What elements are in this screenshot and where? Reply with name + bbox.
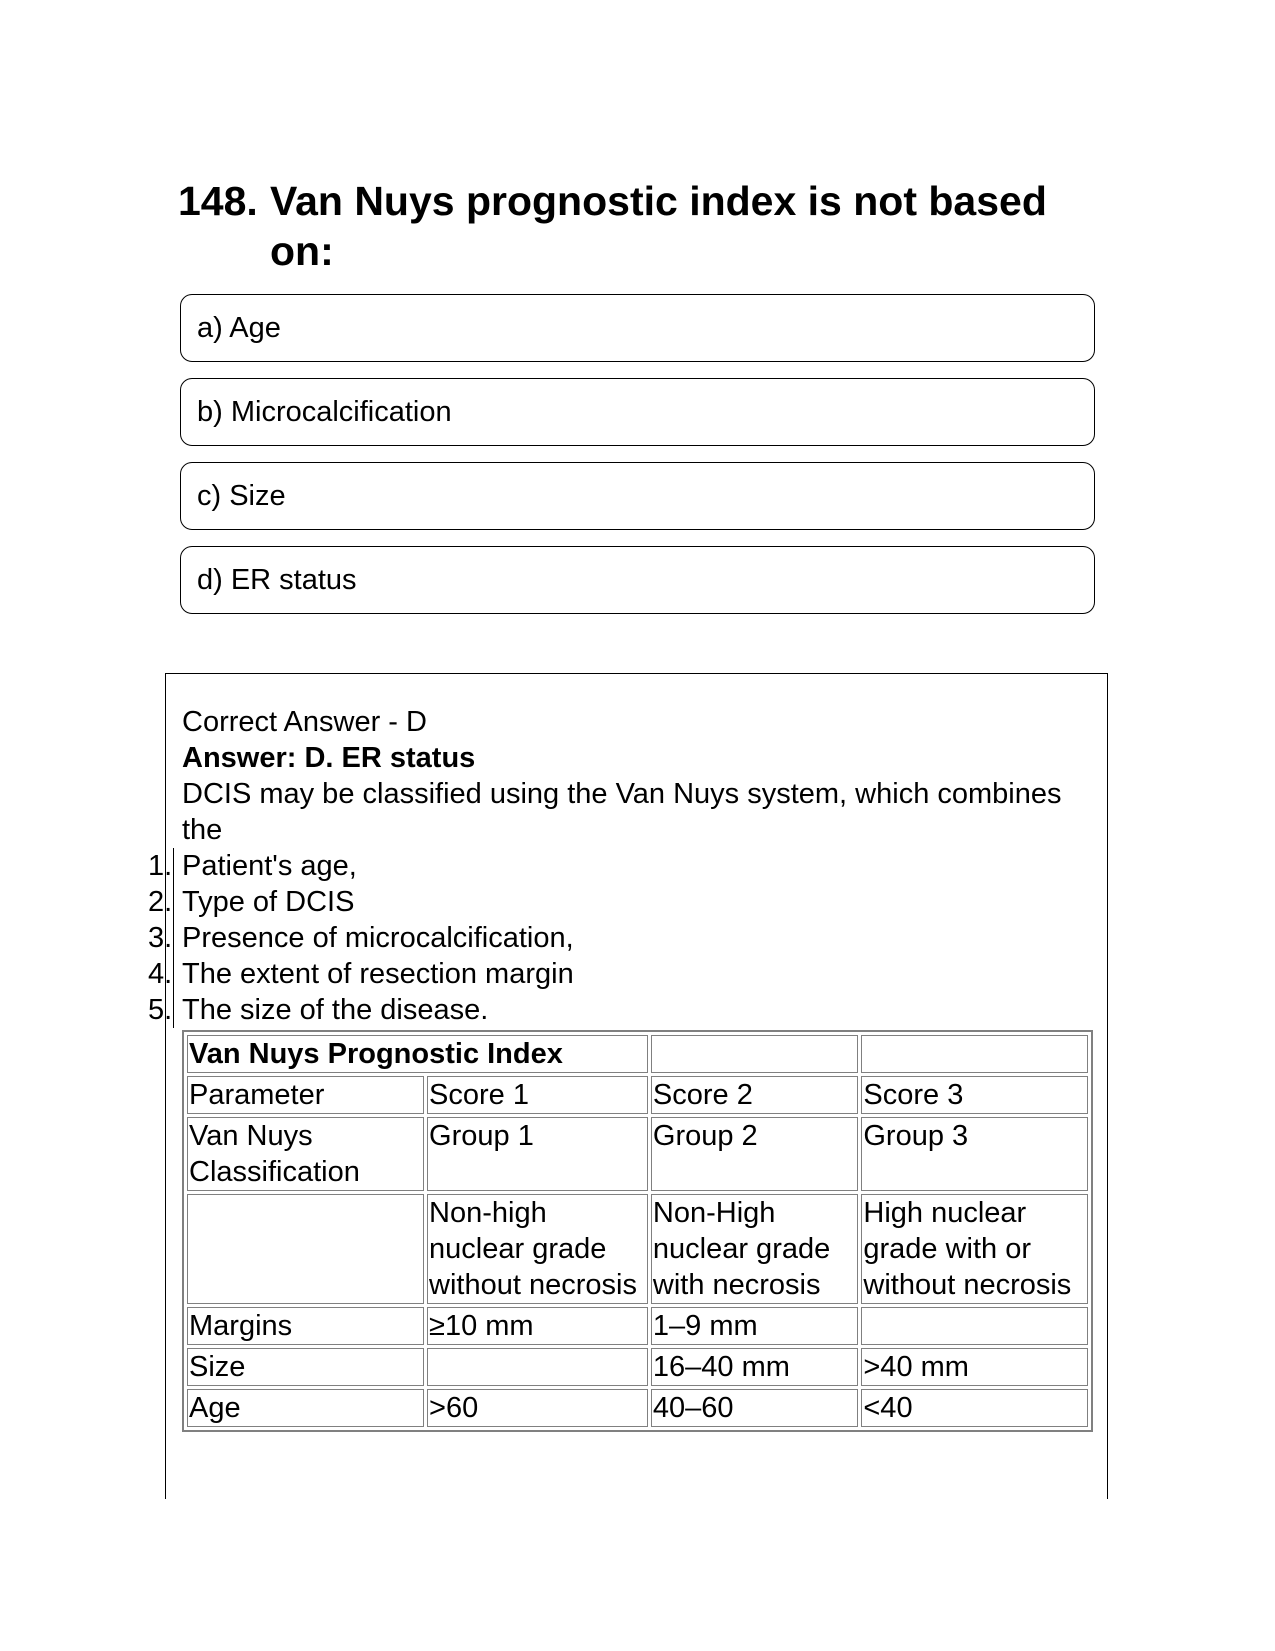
table-cell: Score 2 bbox=[651, 1076, 858, 1114]
table-cell bbox=[187, 1194, 424, 1304]
list-item-text: The extent of resection margin bbox=[182, 958, 574, 990]
table-cell: >60 bbox=[427, 1389, 648, 1427]
list-item-text: Patient's age, bbox=[182, 850, 357, 882]
table-cell bbox=[861, 1307, 1088, 1345]
table-row bbox=[187, 1194, 1088, 1304]
option-c[interactable]: c) Size bbox=[180, 462, 1095, 530]
table-cell: Parameter bbox=[187, 1076, 424, 1114]
table-cell: 1–9 mm bbox=[651, 1307, 858, 1345]
table-cell: <40 bbox=[861, 1389, 1088, 1427]
table-cell: >40 mm bbox=[861, 1348, 1088, 1386]
table-row bbox=[187, 1348, 1088, 1386]
table-cell: Non-High nuclear grade with necrosis bbox=[651, 1194, 858, 1304]
table-cell: Age bbox=[187, 1389, 424, 1427]
list-item-text: The size of the disease. bbox=[182, 994, 489, 1026]
list-marker: 2. bbox=[148, 886, 173, 918]
table-cell: Group 1 bbox=[427, 1117, 648, 1191]
explanation-intro: DCIS may be classified using the Van Nuys system, which combines the bbox=[182, 778, 1062, 846]
table-row bbox=[187, 1117, 1088, 1191]
list-marker: 3. bbox=[148, 922, 173, 954]
question-text: Van Nuys prognostic index is not based on: bbox=[270, 178, 1047, 274]
option-b[interactable]: b) Microcalcification bbox=[180, 378, 1095, 446]
list-item bbox=[148, 956, 1092, 992]
table-cell: Score 3 bbox=[861, 1076, 1088, 1114]
list-marker: 5. bbox=[148, 994, 173, 1026]
list-item bbox=[148, 920, 1092, 956]
list-item bbox=[148, 884, 1092, 920]
table-cell: Size bbox=[187, 1348, 424, 1386]
question-number: 148. bbox=[178, 178, 258, 224]
list-marker: 1. bbox=[148, 850, 173, 882]
table-cell: 16–40 mm bbox=[651, 1348, 858, 1386]
table-cell bbox=[651, 1035, 858, 1073]
van-nuys-table bbox=[182, 1030, 1093, 1432]
table-cell: Van Nuys Classification bbox=[187, 1117, 424, 1191]
list-item bbox=[148, 848, 1092, 884]
answer-explanation-box bbox=[148, 673, 1108, 1499]
table-row bbox=[187, 1389, 1088, 1427]
table-cell: Score 1 bbox=[427, 1076, 648, 1114]
question bbox=[178, 176, 1098, 276]
list-item-text: Type of DCIS bbox=[182, 886, 355, 918]
table-cell: Margins bbox=[187, 1307, 424, 1345]
list-item bbox=[148, 992, 1092, 1028]
table-row bbox=[187, 1035, 1088, 1073]
table-row bbox=[187, 1307, 1088, 1345]
criteria-list bbox=[148, 848, 1092, 1028]
answer-content bbox=[148, 704, 1092, 1432]
table-cell: 40–60 bbox=[651, 1389, 858, 1427]
table-cell: Group 3 bbox=[861, 1117, 1088, 1191]
table-cell: ≥10 mm bbox=[427, 1307, 648, 1345]
answer-line: Answer: D. ER status bbox=[182, 742, 476, 774]
table-cell: Group 2 bbox=[651, 1117, 858, 1191]
table-title: Van Nuys Prognostic Index bbox=[187, 1035, 648, 1073]
table-cell bbox=[427, 1348, 648, 1386]
table-cell bbox=[861, 1035, 1088, 1073]
table-cell: High nuclear grade with or without necrosis bbox=[861, 1194, 1088, 1304]
table-cell: Non-high nuclear grade without necrosis bbox=[427, 1194, 648, 1304]
table-row bbox=[187, 1076, 1088, 1114]
list-marker: 4. bbox=[148, 958, 173, 990]
option-a[interactable]: a) Age bbox=[180, 294, 1095, 362]
correct-answer-line: Correct Answer - D bbox=[182, 706, 427, 738]
option-d[interactable]: d) ER status bbox=[180, 546, 1095, 614]
options-list bbox=[180, 294, 1095, 630]
list-item-text: Presence of microcalcification, bbox=[182, 922, 574, 954]
